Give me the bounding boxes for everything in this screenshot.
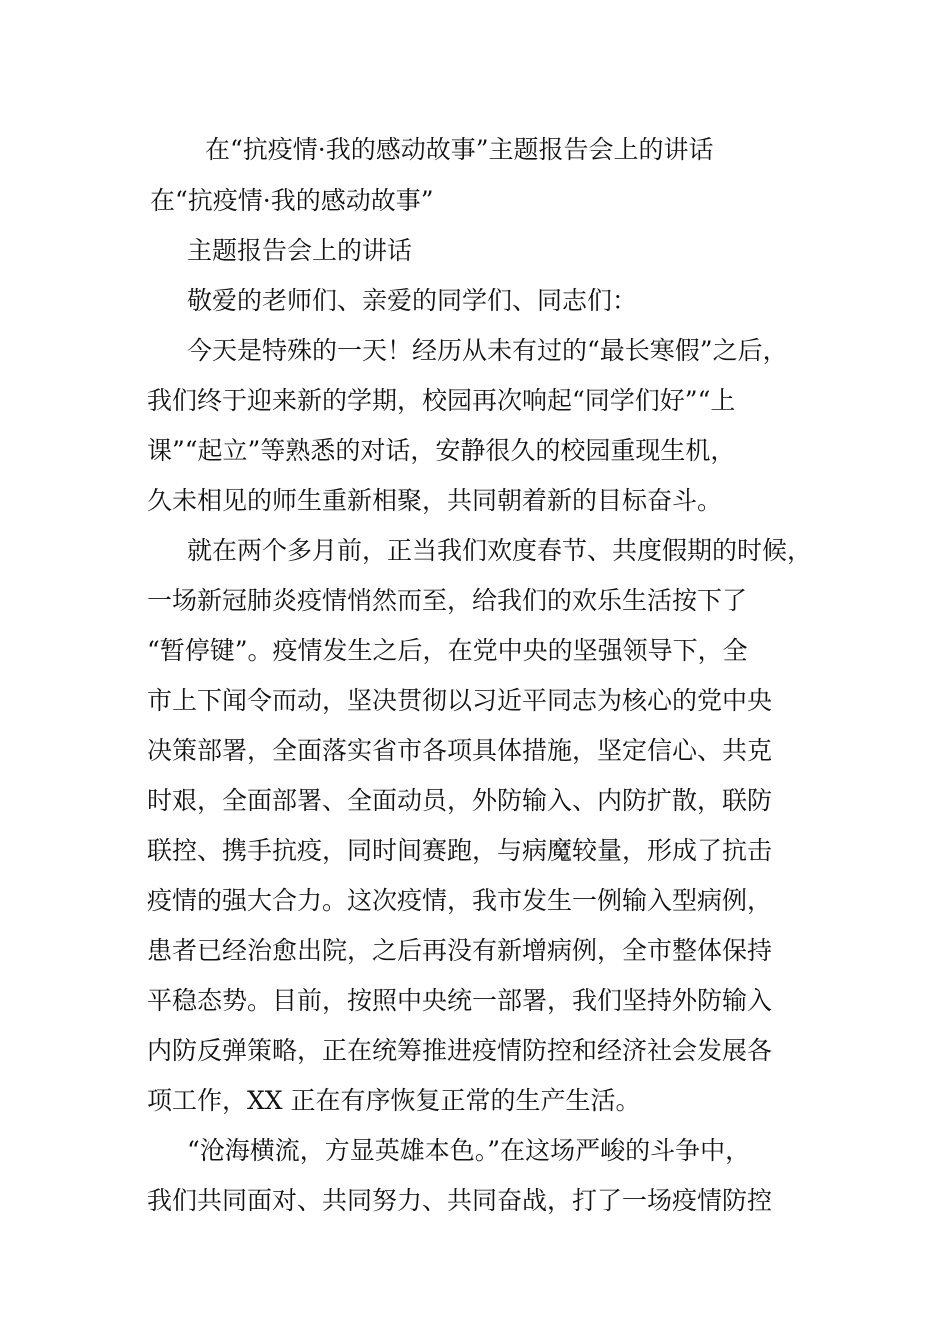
paragraph-2-line-2: 一场新冠肺炎疫情悄然而至，给我们的欢乐生活按下了	[147, 586, 748, 615]
paragraph-2-line-3: “暂停键”。疫情发生之后，在党中央的坚强领导下，全	[147, 636, 748, 665]
paragraph-3-line-2: 我们共同面对、共同努力、共同奋战，打了一场疫情防控	[147, 1186, 773, 1215]
paragraph-1-line-2: 我们终于迎来新的学期，校园再次响起“同学们好”“上	[147, 386, 736, 415]
paragraph-2-line-8: 疫情的强大合力。这次疫情，我市发生一例输入型病例，	[147, 886, 773, 915]
paragraph-2-line-7: 联控、携手抗疫，同时间赛跑，与病魔较量，形成了抗击	[147, 836, 773, 865]
title-line-2: 主题报告会上的讲话	[187, 236, 413, 265]
paragraph-2-line-1: 就在两个多月前，正当我们欢度春节、共度假期的时候，	[187, 536, 813, 565]
paragraph-2-line-10: 平稳态势。目前，按照中央统一部署，我们坚持外防输入	[147, 986, 773, 1015]
paragraph-2-line-12: 项工作，XX 正在有序恢复正常的生产生活。	[147, 1086, 641, 1115]
paragraph-2-line-5: 决策部署，全面落实省市各项具体措施，坚定信心、共克	[147, 736, 773, 765]
paragraph-1-line-1: 今天是特殊的一天！经历从未有过的“最长寒假”之后，	[187, 336, 788, 365]
paragraph-1-line-4: 久未相见的师生重新相聚，共同朝着新的目标奋斗。	[147, 486, 723, 515]
paragraph-2-line-6: 时艰，全面部署、全面动员，外防输入、内防扩散，联防	[147, 786, 773, 815]
paragraph-2-line-11: 内防反弹策略，正在统筹推进疫情防控和经济社会发展各	[147, 1036, 773, 1065]
salutation: 敬爱的老师们、亲爱的同学们、同志们：	[187, 286, 638, 315]
paragraph-1-line-3: 课”“起立”等熟悉的对话，安静很久的校园重现生机，	[147, 436, 736, 465]
header-title: 在“抗疫情·我的感动故事”主题报告会上的讲话	[205, 135, 714, 164]
paragraph-2-line-9: 患者已经治愈出院，之后再没有新增病例，全市整体保持	[147, 936, 773, 965]
paragraph-2-line-4: 市上下闻令而动，坚决贯彻以习近平同志为核心的党中央	[147, 686, 773, 715]
title-line-1: 在“抗疫情·我的感动故事”	[150, 186, 434, 215]
paragraph-3-line-1: “沧海横流，方显英雄本色。”在这场严峻的斗争中，	[187, 1136, 751, 1165]
